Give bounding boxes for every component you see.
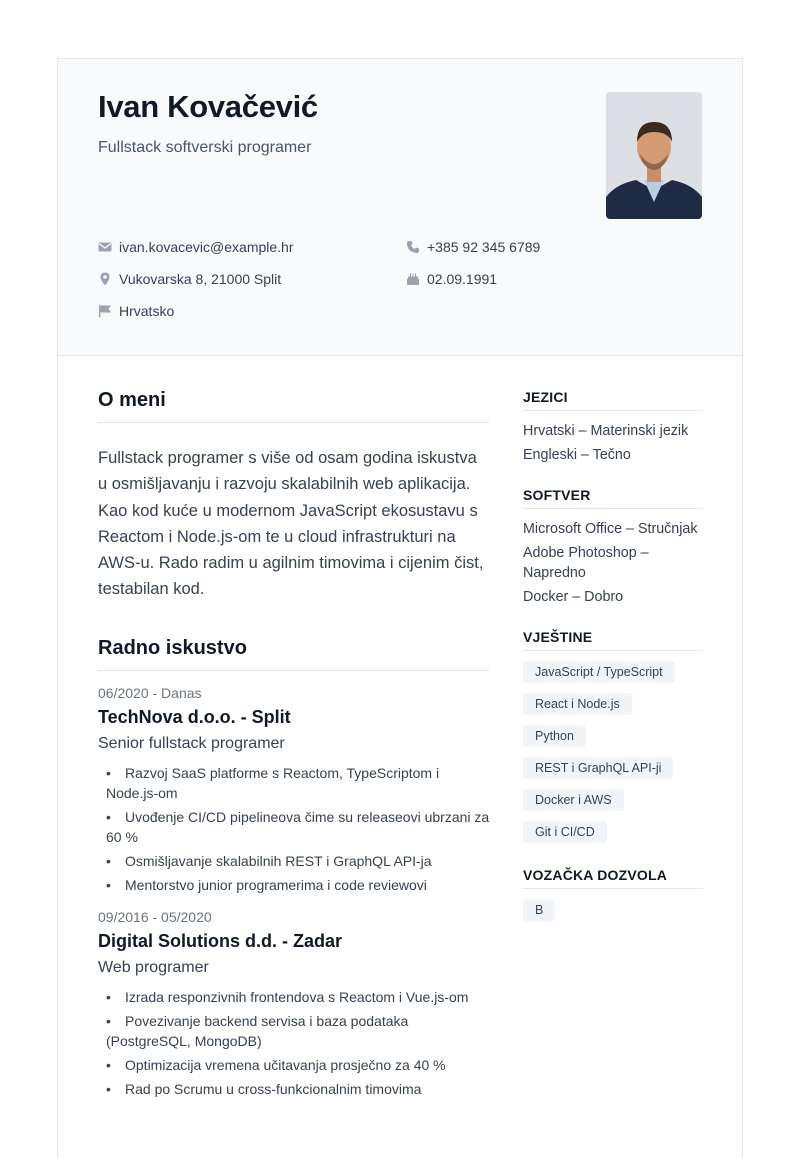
skill-tag: Git i CI/CD: [523, 821, 607, 843]
main-column: [98, 389, 490, 1103]
list-item: • Osmišljavanje skalabilnih REST i GraphQL API-ja: [106, 852, 432, 869]
contact-phone[interactable]: +385 92 345 6789: [406, 239, 540, 255]
about-text: Fullstack programer s više od osam godina iskustva u osmišljavanju i razvoju skalabilnih web aplikacija. Kao kod kuće u modernom JavaScript ekosustavu s Reactom i Node.js-om te u cloud infrastrukturi na AWS-u. Rado radim u agilnim timovima i cijenim čist, testabilan kod.: [98, 449, 484, 599]
skill-tag: JavaScript / TypeScript: [523, 661, 675, 683]
skill-tag: Python: [523, 725, 586, 747]
cv-page: [57, 58, 743, 1158]
list-item: • Rad po Scrumu u cross-funkcionalnim timovima: [106, 1080, 422, 1097]
contact-address: Vukovarska 8, 21000 Split: [98, 271, 281, 287]
software-item: Docker – Dobro: [523, 589, 624, 605]
person-name: Ivan Kovačević: [98, 89, 318, 124]
list-item: • Razvoj SaaS platforme s Reactom, TypeScriptom i Node.js-om: [106, 764, 440, 801]
cv-header: [58, 59, 742, 356]
list-item: • Izrada responzivnih frontendova s Reactom i Vue.js-om: [106, 988, 469, 1005]
about-heading: O meni: [98, 389, 490, 423]
list-item: • Mentorstvo junior programerima i code reviewovi: [106, 876, 427, 893]
person-portrait-icon: [606, 92, 702, 219]
skill-tag: REST i GraphQL API-ji: [523, 757, 673, 779]
languages-heading: JEZICI: [523, 389, 703, 411]
flag-icon: [98, 304, 112, 318]
job-company: TechNova d.o.o. - Split: [98, 706, 291, 727]
envelope-icon: [98, 240, 112, 254]
person-title: Fullstack softverski programer: [98, 139, 312, 156]
job-entry: [98, 685, 490, 895]
experience-heading: Radno iskustvo: [98, 637, 490, 671]
contact-email[interactable]: ivan.kovacevic@example.hr: [98, 239, 294, 255]
language-item: Hrvatski – Materinski jezik: [523, 423, 689, 439]
job-role: Senior fullstack programer: [98, 734, 285, 752]
job-bullets: [98, 987, 490, 1099]
sidebar: [523, 389, 703, 931]
job-bullets: [98, 763, 490, 895]
list-item: • Uvođenje CI/CD pipelineova čime su releaseovi ubrzani za 60 %: [106, 808, 490, 845]
contact-country: Hrvatsko: [98, 303, 174, 319]
map-pin-icon: [98, 272, 112, 286]
license-tag: B: [523, 899, 555, 921]
skill-tag: React i Node.js: [523, 693, 632, 715]
profile-photo: [606, 92, 702, 219]
birthday-cake-icon: [406, 272, 420, 286]
skills-heading: VJEŠTINE: [523, 629, 703, 651]
software-item: Microsoft Office – Stručnjak: [523, 521, 698, 537]
software-heading: SOFTVER: [523, 487, 703, 509]
skill-tag: Docker i AWS: [523, 789, 624, 811]
list-item: • Povezivanje backend servisa i baza podataka (PostgreSQL, MongoDB): [106, 1012, 409, 1049]
list-item: • Optimizacija vremena učitavanja prosječno za 40 %: [106, 1056, 446, 1073]
phone-icon: [406, 240, 420, 254]
language-item: Engleski – Tečno: [523, 447, 631, 463]
job-entry: [98, 909, 490, 1099]
contact-birthdate: 02.09.1991: [406, 271, 497, 287]
job-date: 06/2020 - Danas: [98, 684, 202, 701]
software-item: Adobe Photoshop – Napredno: [523, 545, 649, 581]
license-heading: VOZAČKA DOZVOLA: [523, 867, 703, 889]
job-company: Digital Solutions d.d. - Zadar: [98, 930, 343, 951]
job-role: Web programer: [98, 958, 209, 976]
job-date: 09/2016 - 05/2020: [98, 908, 212, 925]
